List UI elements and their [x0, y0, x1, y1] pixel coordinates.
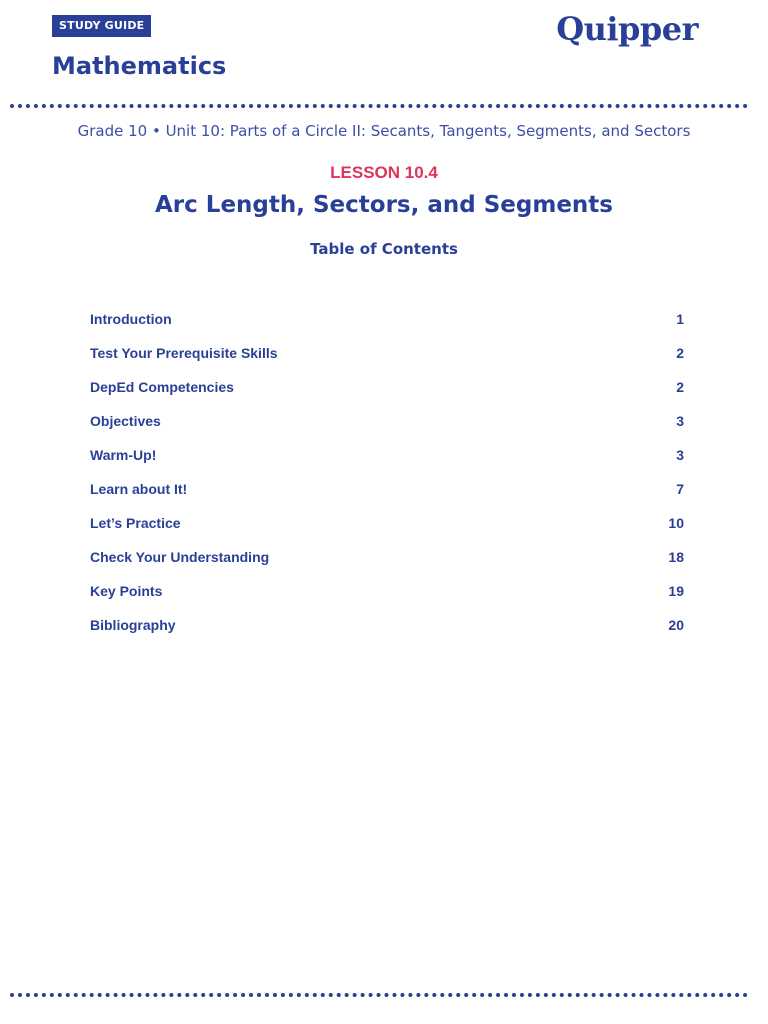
study-guide-badge: STUDY GUIDE: [52, 15, 151, 37]
toc-item-key-points[interactable]: [90, 574, 684, 608]
toc-item-page: 10: [668, 515, 684, 531]
toc-item-prerequisite-skills[interactable]: [90, 336, 684, 370]
toc-item-page: 3: [676, 413, 684, 429]
toc-item-title: Test Your Prerequisite Skills: [90, 345, 278, 361]
table-of-contents: [90, 302, 684, 642]
toc-item-title: Check Your Understanding: [90, 549, 270, 565]
toc-item-bibliography[interactable]: [90, 608, 684, 642]
toc-item-page: 1: [676, 311, 684, 327]
toc-item-page: 20: [668, 617, 684, 633]
toc-item-title: DepEd Competencies: [90, 379, 234, 395]
toc-item-page: 3: [676, 447, 684, 463]
subject-title: Mathematics: [52, 52, 227, 80]
lesson-title: Arc Length, Sectors, and Segments: [155, 192, 613, 218]
toc-item-page: 7: [676, 481, 684, 497]
lesson-label: LESSON 10.4: [330, 163, 438, 182]
toc-item-title: Objectives: [90, 413, 161, 429]
toc-item-learn-about-it[interactable]: [90, 472, 684, 506]
toc-item-page: 18: [668, 549, 684, 565]
toc-item-introduction[interactable]: [90, 302, 684, 336]
toc-item-page: 19: [668, 583, 684, 599]
top-dotted-divider: [10, 104, 748, 108]
toc-item-title: Learn about It!: [90, 481, 188, 497]
toc-item-title: Key Points: [90, 583, 163, 599]
toc-item-warm-up[interactable]: [90, 438, 684, 472]
toc-heading: Table of Contents: [310, 240, 458, 258]
toc-item-title: Let’s Practice: [90, 515, 181, 531]
bottom-dotted-divider: [10, 993, 748, 997]
breadcrumb: Grade 10 • Unit 10: Parts of a Circle II: Secants, Tangents, Segments, and Sectors: [77, 122, 691, 140]
toc-item-title: Warm-Up!: [90, 447, 157, 463]
toc-item-lets-practice[interactable]: [90, 506, 684, 540]
toc-item-objectives[interactable]: [90, 404, 684, 438]
toc-item-title: Introduction: [90, 311, 172, 327]
toc-item-title: Bibliography: [90, 617, 176, 633]
toc-item-page: 2: [676, 379, 684, 395]
toc-item-deped-competencies[interactable]: [90, 370, 684, 404]
toc-item-check-understanding[interactable]: [90, 540, 684, 574]
toc-item-page: 2: [676, 345, 684, 361]
quipper-logo: Quipper: [556, 10, 698, 48]
